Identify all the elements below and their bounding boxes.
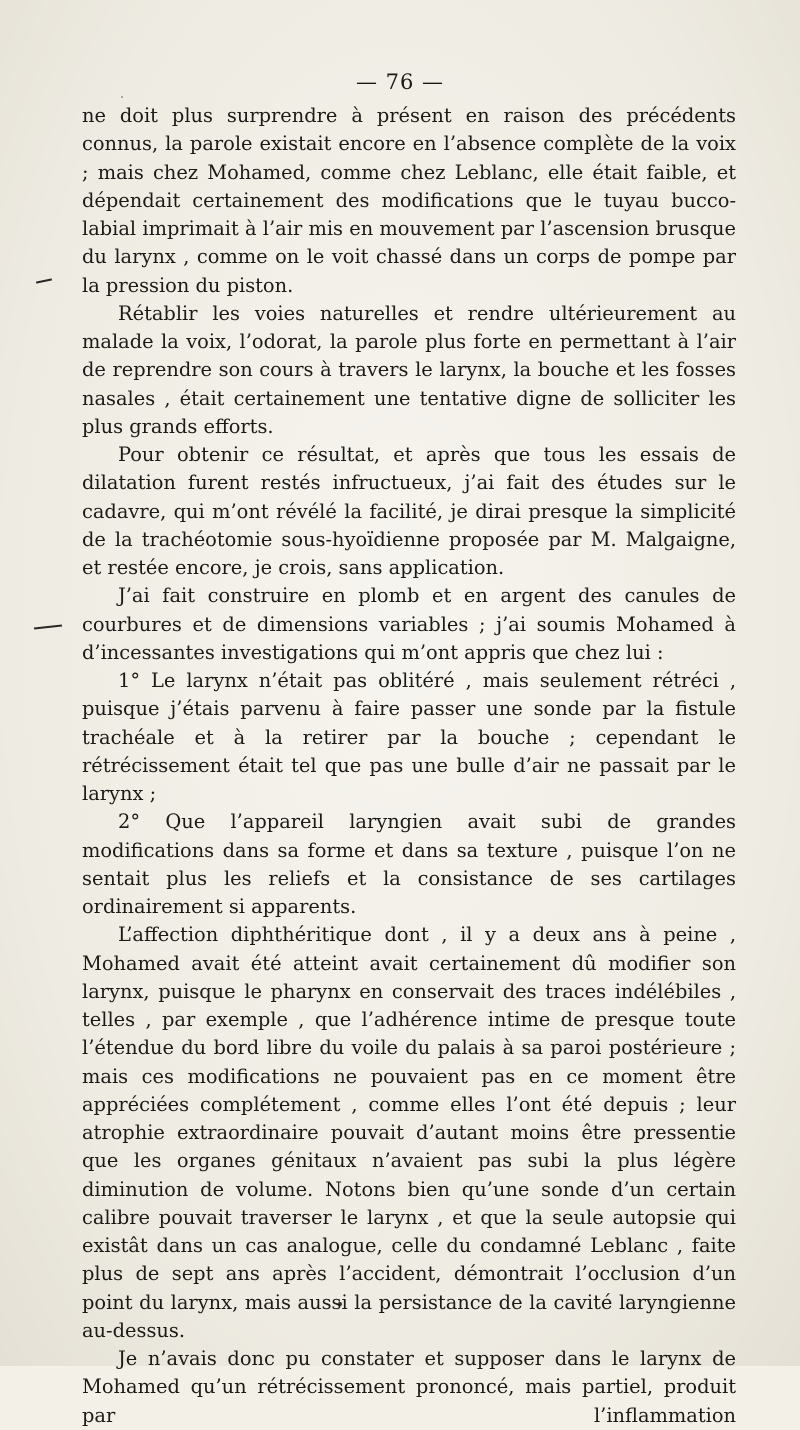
paragraph: 2° Que l’appareil laryngien avait subi de grandes modifications dans sa forme et dans sa texture , puisque l’on ne sentait plus les reliefs et la consistance de ses cartilages ordinairement si apparents. <box>82 810 736 918</box>
paragraph: Pour obtenir ce résultat, et après que tous les essais de dilatation furent restés infructueux, j’ai fait des études sur le cadavre, qui m’ont révélé la facilité, je dirai presque la simplicité de la trachéotomie sous-hyoïdienne proposée par M. Malgaigne, et restée encore, je crois, sans application. <box>82 443 736 579</box>
paragraph: J’ai fait construire en plomb et en argent des canules de courbures et de dimensions variables ; j’ai soumis Mohamed à d’incessantes investigations qui m’ont appris que chez lui : <box>82 584 736 664</box>
paragraph: ne doit plus surprendre à présent en raison des précédents connus, la parole existait encore en l’absence complète de la voix ; mais chez Mohamed, comme chez Leblanc, elle était faible, et dépendait certainement des modifications que le tuyau bucco-labial imprimait à l’air mis en mouvement par l’ascension brusque du larynx , comme on le voit chassé dans un corps de pompe par la pression du piston. <box>82 104 736 297</box>
margin-pen-mark <box>36 278 52 283</box>
paragraph: L’affection diphthéritique dont , il y a deux ans à peine , Mohamed avait été atteint avait certainement dû modifier son larynx, puisque le pharynx en conservait des traces indélébiles , telles , par exemple , que l’adhérence intime de presque toute l’étendue du bord libre du voile du palais à sa paroi postérieure ; mais ces modifications ne pouvaient pas en ce moment être appréciées complétement , comme elles l’ont été depuis ; leur atrophie extraordinaire pouvait d’autant moins être pressentie que les organes génitaux n’avaient pas subi la plus légère diminution de volume. Notons bien qu’une sonde d’un certain calibre pouvait traverser le larynx , et que la seule autopsie qui existât dans un cas analogue, celle du condamné Leblanc , faite plus de sept ans après l’accident, démontrait l’occlusion d’un point du larynx, mais aussi la persistance de la cavité laryngienne au-dessus. <box>82 923 736 1342</box>
margin-pen-mark <box>34 625 62 630</box>
paragraph: 1° Le larynx n’était pas oblitéré , mais seulement rétréci , puisque j’étais parvenu à faire passer une sonde par la fistule trachéale et à la retirer par la bouche ; cependant le rétrécissement était tel que pas une bulle d’air ne passait par le larynx ; <box>82 669 736 805</box>
ink-speck <box>121 96 123 98</box>
body-text <box>82 102 736 1430</box>
paragraph: Rétablir les voies naturelles et rendre ultérieurement au malade la voix, l’odorat, la parole plus forte en permettant à l’air de reprendre son cours à travers le larynx, la bouche et les fosses nasales , était certainement une tentative digne de solliciter les plus grands efforts. <box>82 301 736 438</box>
page-number: — 76 — <box>355 70 445 94</box>
paragraph: Je n’avais donc pu constater et supposer dans le larynx de Mohamed qu’un rétrécissement prononcé, mais partiel, produit par l’inflammation <box>82 1347 736 1427</box>
